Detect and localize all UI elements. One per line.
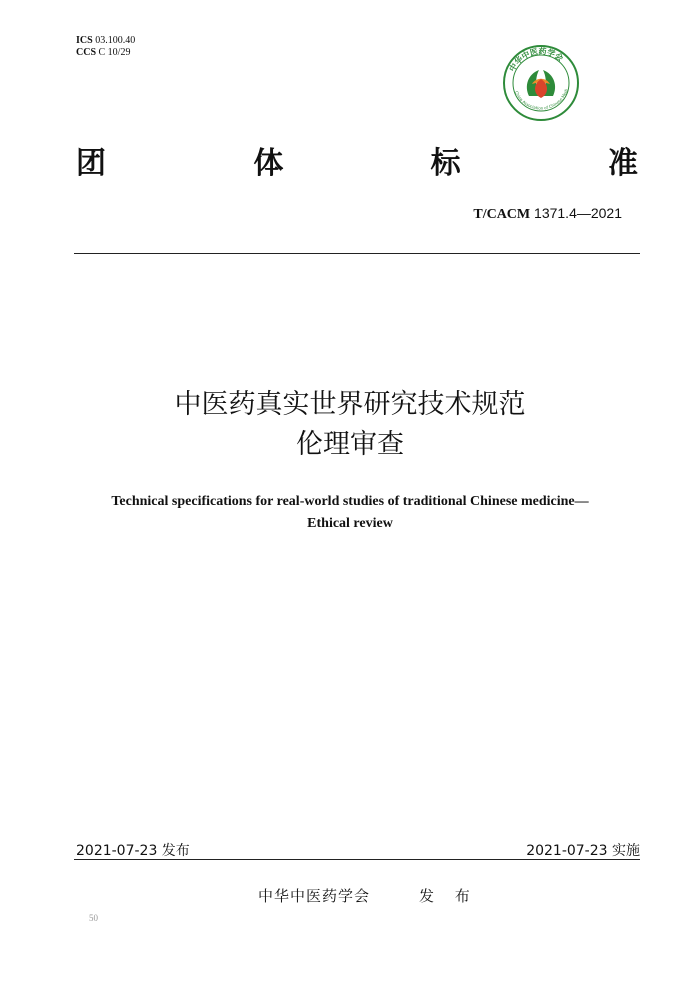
ics-line xyxy=(76,35,135,47)
standard-value: 1371.4—2021 xyxy=(534,205,622,221)
standard-prefix: T/CACM xyxy=(473,207,531,222)
chinese-title-line-1: 中医药真实世界研究技术规范 xyxy=(174,389,526,420)
heading-char-1: 团 xyxy=(76,146,106,181)
ccs-label: CCS xyxy=(76,47,97,58)
publisher-name: 中华中医药学会 xyxy=(258,887,371,905)
association-logo xyxy=(502,44,580,122)
bottom-divider xyxy=(74,859,640,860)
logo-text-cn: 中华中医药学会 xyxy=(507,46,565,74)
heading-char-2: 体 xyxy=(253,146,284,181)
ics-label: ICS xyxy=(76,35,93,46)
english-title xyxy=(60,491,640,535)
chinese-title-line-2: 伦理审查 xyxy=(296,429,404,460)
logo-text-en: China Association of Chinese Medi xyxy=(513,88,569,111)
heading-char-3: 标 xyxy=(430,146,461,181)
group-standard-heading xyxy=(76,138,638,182)
issue-date: 2021-07-23 发布 xyxy=(76,843,190,859)
classification-codes xyxy=(76,35,135,59)
ics-value: 03.100.40 xyxy=(95,35,136,46)
ccs-line xyxy=(76,47,135,59)
standard-number xyxy=(473,205,622,223)
publish-label: 发 布 xyxy=(419,887,478,905)
page-number: 50 xyxy=(89,913,98,923)
english-title-line-2: Ethical review xyxy=(307,516,393,531)
chinese-title xyxy=(0,385,700,465)
implement-date: 2021-07-23 实施 xyxy=(526,843,640,859)
heading-char-4: 准 xyxy=(607,146,638,181)
english-title-line-1: Technical specifications for real-world studies of traditional Chinese medicine— xyxy=(111,494,589,509)
top-divider xyxy=(74,253,640,254)
ccs-value: C 10/29 xyxy=(98,47,131,58)
